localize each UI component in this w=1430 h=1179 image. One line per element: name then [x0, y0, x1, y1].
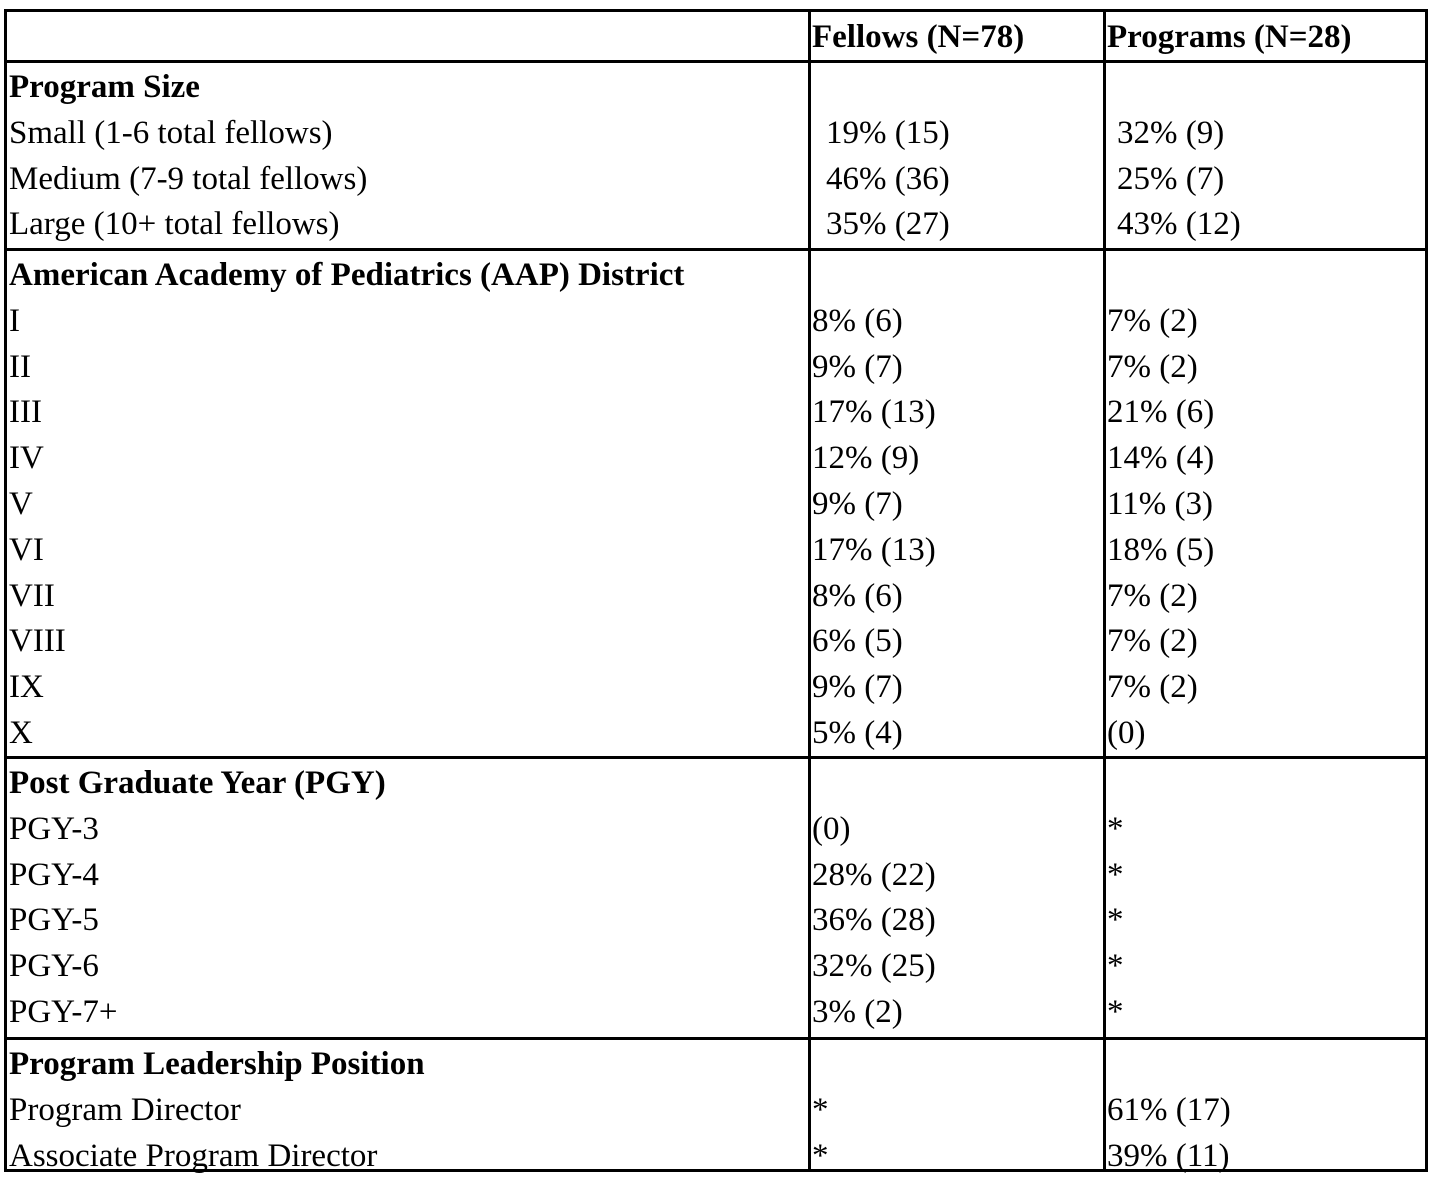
row-label: III	[9, 394, 42, 431]
programs-value: *	[1107, 810, 1124, 847]
column-divider-2	[1103, 12, 1106, 1169]
row-label: VIII	[9, 623, 66, 660]
row-label: VII	[9, 577, 55, 614]
header-fellows: Fellows (N=78)	[812, 19, 1025, 55]
row-label: PGY-7+	[9, 994, 118, 1030]
section-divider-1	[7, 248, 1425, 251]
row-label: Program Director	[9, 1091, 241, 1128]
fellows-value: (0)	[812, 810, 851, 847]
fellows-value: 3% (2)	[812, 994, 903, 1030]
programs-value: 7% (2)	[1107, 577, 1198, 614]
fellows-value: 17% (13)	[812, 531, 936, 568]
fellows-value: 36% (28)	[812, 902, 936, 939]
programs-value: 14% (4)	[1107, 440, 1215, 477]
row-label: Large (10+ total fellows)	[9, 206, 340, 243]
header-programs: Programs (N=28)	[1107, 19, 1352, 55]
fellows-value: 28% (22)	[812, 856, 936, 893]
programs-value: 7% (2)	[1107, 302, 1198, 339]
section-title: Post Graduate Year (PGY)	[9, 765, 386, 801]
programs-value: *	[1107, 856, 1124, 893]
programs-value: 61% (17)	[1107, 1091, 1231, 1128]
section-title: Program Leadership Position	[9, 1046, 425, 1082]
programs-value: 32% (9)	[1117, 114, 1225, 151]
programs-value: *	[1107, 902, 1124, 939]
row-label: Small (1-6 total fellows)	[9, 114, 333, 151]
row-label: PGY-4	[9, 856, 99, 893]
row-label: Medium (7-9 total fellows)	[9, 160, 368, 197]
row-label: V	[9, 486, 33, 522]
fellows-value: 17% (13)	[812, 394, 936, 431]
fellows-value: 8% (6)	[812, 577, 903, 614]
programs-value: 43% (12)	[1117, 206, 1241, 243]
programs-value: 18% (5)	[1107, 531, 1215, 568]
section-divider-2	[7, 756, 1425, 759]
section-title: Program Size	[9, 69, 200, 105]
programs-value: *	[1107, 948, 1124, 985]
row-label: PGY-6	[9, 948, 99, 985]
row-label: PGY-3	[9, 810, 99, 847]
row-label: IX	[9, 669, 44, 706]
fellows-value: 9% (7)	[812, 486, 903, 522]
fellows-value: 46% (36)	[826, 160, 950, 197]
fellows-value: 6% (5)	[812, 623, 903, 660]
fellows-value: 5% (4)	[812, 715, 903, 751]
section-divider-3	[7, 1037, 1425, 1040]
row-label: I	[9, 302, 20, 339]
row-label: IV	[9, 440, 44, 477]
fellows-value: 8% (6)	[812, 302, 903, 339]
row-label: Associate Program Director	[9, 1137, 378, 1174]
fellows-value: *	[812, 1137, 829, 1174]
header-divider	[7, 60, 1425, 63]
programs-value: 11% (3)	[1107, 486, 1213, 522]
fellows-value: *	[812, 1091, 829, 1128]
programs-value: 7% (2)	[1107, 348, 1198, 385]
row-label: PGY-5	[9, 902, 99, 939]
programs-value: 39% (11)	[1107, 1137, 1230, 1174]
column-divider-1	[808, 12, 811, 1169]
row-label: VI	[9, 531, 44, 568]
demographics-table	[4, 9, 1428, 1172]
fellows-value: 19% (15)	[826, 114, 950, 151]
row-label: II	[9, 348, 31, 385]
fellows-value: 35% (27)	[826, 206, 950, 243]
row-label: X	[9, 715, 33, 751]
fellows-value: 9% (7)	[812, 669, 903, 706]
fellows-value: 32% (25)	[812, 948, 936, 985]
programs-value: 21% (6)	[1107, 394, 1215, 431]
fellows-value: 9% (7)	[812, 348, 903, 385]
programs-value: 7% (2)	[1107, 669, 1198, 706]
programs-value: *	[1107, 994, 1124, 1030]
programs-value: (0)	[1107, 715, 1146, 751]
programs-value: 25% (7)	[1117, 160, 1225, 197]
programs-value: 7% (2)	[1107, 623, 1198, 660]
fellows-value: 12% (9)	[812, 440, 920, 477]
section-title: American Academy of Pediatrics (AAP) District	[9, 257, 685, 293]
